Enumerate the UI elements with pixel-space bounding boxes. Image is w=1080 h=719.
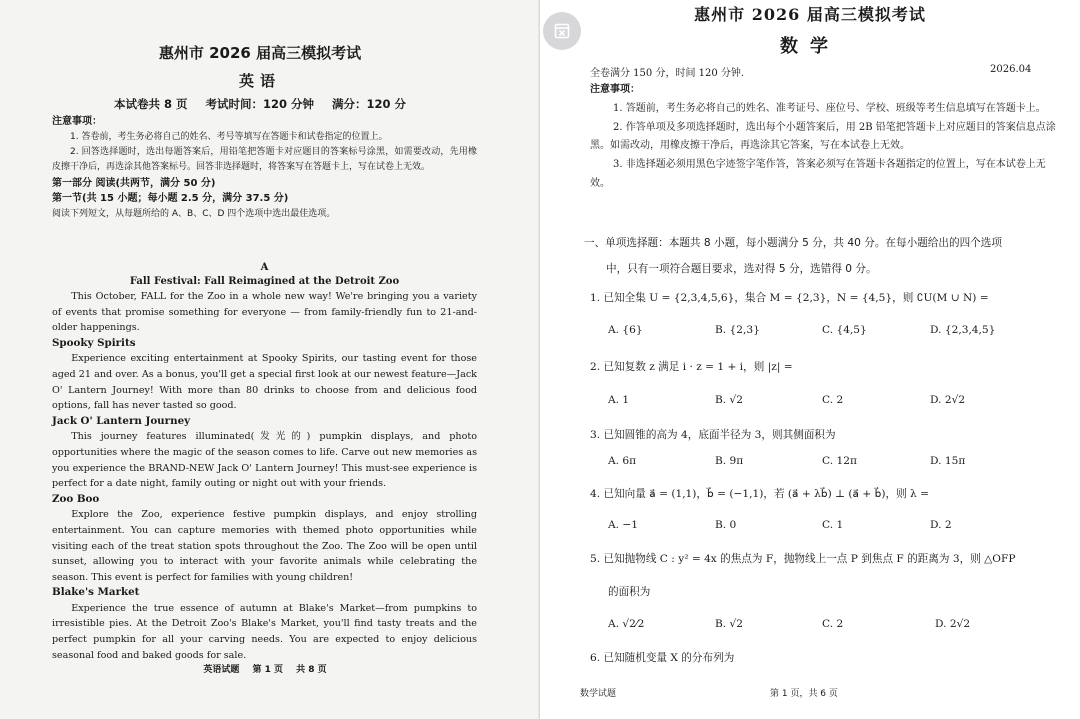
question-stem: 6. 已知随机变量 X 的分布列为 (590, 652, 735, 664)
page-count: 本试卷共 8 页 (113, 97, 188, 111)
delete-icon (552, 21, 572, 41)
option-a: A. 6π (608, 455, 637, 467)
reading-instruction: 阅读下列短文，从每题所给的 A、B、C、D 四个选项中选出最佳选项。 (52, 209, 336, 219)
option-b: B. 9π (715, 455, 744, 467)
full-score: 满分：120 分 (332, 97, 407, 111)
math-full-score: 全卷满分 150 分，时间 120 分钟. (590, 68, 745, 79)
option-b: B. 0 (715, 519, 737, 531)
option-c: C. 1 (822, 519, 844, 531)
section-text-jack-o-lantern: This journey features illuminated(发光的) pumpkin displays, and photo opportunities where the magic of the season comes to life. Carve out new memories as you experience the BRAND-NEW Jack O' Lantern Journey! This must-see experience is perfect for a date night, family outing or night out with your friends. (52, 431, 477, 490)
passage-title: Fall Festival: Fall Reimagined at the Detroit Zoo (129, 276, 400, 287)
section-1-heading: 第一节(共 15 小题；每小题 2.5 分，满分 37.5 分) (52, 193, 289, 205)
section-text-zoo-boo: Explore the Zoo, experience festive pumpkin displays, and enjoy strolling entertainment. You can capture memories with themed photo opportunities while visiting each of the treat station spots throughout the Zoo. The Zoo will be open until sunset, allowing you to interact with your favorite animals while celebrating the season. This event is perfect for families with young children! (52, 509, 477, 583)
option-c: C. 2 (822, 394, 844, 406)
math-footer-subject: 数学试题 (580, 689, 617, 699)
math-exam-title: 惠州市 2026 届高三模拟考试 (694, 5, 926, 24)
english-exam-title: 惠州市 2026 届高三模拟考试 (158, 44, 362, 62)
section-line-1: 一、单项选择题：本题共 8 小题，每小题满分 5 分，共 40 分。在每小题给出的四个选项 (584, 237, 1002, 249)
question-stem: 2. 已知复数 z 满足 i · z = 1 + i，则 |z| = (590, 361, 793, 373)
footer-page: 第 1 页 (252, 665, 283, 675)
question-stem: 5. 已知抛物线 C : y² = 4x 的焦点为 F，抛物线上一点 P 到焦点 F 的距离为 3，则 △OFP (590, 553, 1016, 565)
option-a: A. −1 (608, 519, 639, 531)
math-note-2: 2. 作答单项及多项选择题时，选出每个小题答案后，用 2B 铅笔把答题卡上对应题目的答案信息点涂黑。如需改动，用橡皮擦干净后，再选涂其它答案，写在本试卷上无效。 (590, 121, 1056, 152)
section-title-spooky-spirits: Spooky Spirits (52, 336, 136, 349)
question-stem-continued: 的面积为 (608, 586, 651, 598)
question-stem: 4. 已知向量 a⃗ = (1,1)，b⃗ = (−1,1)，若 (a⃗ + λb⃗) ⊥ (a⃗ + b⃗)，则 λ = (590, 488, 930, 500)
footer-total: 共 8 页 (296, 665, 327, 675)
option-d: D. {2,3,4,5} (930, 324, 996, 336)
section-title-zoo-boo: Zoo Boo (52, 492, 100, 505)
note-1: 1. 答卷前，考生务必将自己的姓名、考号等填写在答题卡和试卷指定的位置上。 (70, 131, 388, 142)
option-b: B. √2 (715, 618, 744, 630)
option-c: C. {4,5} (822, 324, 867, 336)
section-title-blakes-market: Blake's Market (52, 586, 140, 599)
english-subject: 英语 (238, 72, 281, 90)
math-note-3: 3. 非选择题必须用黑色字迹签字笔作答，答案必须写在答题卡各题指定的位置上，写在本试卷上无效。 (590, 159, 1046, 189)
math-date: 2026.04 (990, 64, 1032, 75)
passage-letter: A (260, 262, 269, 273)
part-1-heading: 第一部分 阅读(共两节，满分 50 分) (52, 177, 216, 189)
math-notes-heading: 注意事项： (590, 84, 640, 95)
math-footer-page: 第 1 页，共 6 页 (770, 689, 838, 699)
question-stem: 3. 已知圆锥的高为 4，底面半径为 3，则其侧面积为 (590, 429, 836, 441)
section-single-choice (584, 230, 1064, 282)
option-b: B. √2 (715, 394, 744, 406)
passage-intro: This October, FALL for the Zoo in a whole new way! We're bringing you a variety of events that promise something for everyone — from family-friendly fun to 21-and-older happenings. (52, 291, 477, 334)
option-c: C. 12π (822, 455, 857, 467)
math-exam-page (540, 0, 1080, 719)
passage-body (52, 289, 477, 663)
section-text-blakes-market: Experience the true essence of autumn at Blake's Market—from pumpkins to irresistible pies. At the Detroit Zoo's Blake's Market, you'll find tasty treats and the perfect pumpkin for all your carving needs. You are expected to enjoy delicious seasonal food and baked goods for sale. (52, 602, 477, 661)
option-d: D. 15π (930, 455, 966, 467)
section-line-2: 中，只有一项符合题目要求，选对得 5 分，选错得 0 分。 (606, 263, 877, 275)
footer-subject: 英语试题 (203, 665, 240, 675)
english-footer (0, 662, 530, 675)
note-2: 2. 回答选择题时，选出每题答案后，用铅笔把答题卡对应题目的答案标号涂黑，如需要改动，先用橡皮擦干净后，再选涂其他答案标号。回答非选择题时，将答案写在答题卡上，写在试卷上无效。 (52, 147, 477, 173)
english-instructions (52, 114, 477, 222)
option-a: A. √2⁄2 (608, 618, 645, 630)
question-stem: 1. 已知全集 U = {2,3,4,5,6}，集合 M = {2,3}，N = {4,5}，则 ∁U(M ∪ N) = (590, 292, 989, 304)
option-b: B. {2,3} (715, 324, 760, 336)
section-text-spooky-spirits: Experience exciting entertainment at Spooky Spirits, our tasting event for those aged 21 and over. As a bonus, you'll get a special first look at our newest feature—Jack O' Lantern Journey! With more than 80 drinks to choose from and delicious food options, fall has never tasted so good. (52, 353, 477, 412)
option-d: D. 2 (930, 519, 952, 531)
exam-time: 考试时间：120 分钟 (205, 97, 314, 111)
option-d: D. 2√2 (930, 394, 966, 406)
delete-button[interactable] (543, 12, 581, 50)
option-c: C. 2 (822, 618, 844, 630)
section-title-jack-o-lantern: Jack O' Lantern Journey (52, 414, 191, 427)
english-meta (0, 96, 520, 112)
math-subject: 数学 (780, 36, 840, 57)
option-d: D. 2√2 (935, 618, 971, 630)
option-a: A. {6} (608, 324, 643, 336)
math-note-1: 1. 答题前，考生务必将自己的姓名、准考证号、座位号、学校、班级等考生信息填写在答题卡上。 (613, 102, 1046, 114)
notes-heading: 注意事项： (52, 116, 102, 127)
math-notes (590, 81, 1060, 194)
option-a: A. 1 (608, 394, 630, 406)
